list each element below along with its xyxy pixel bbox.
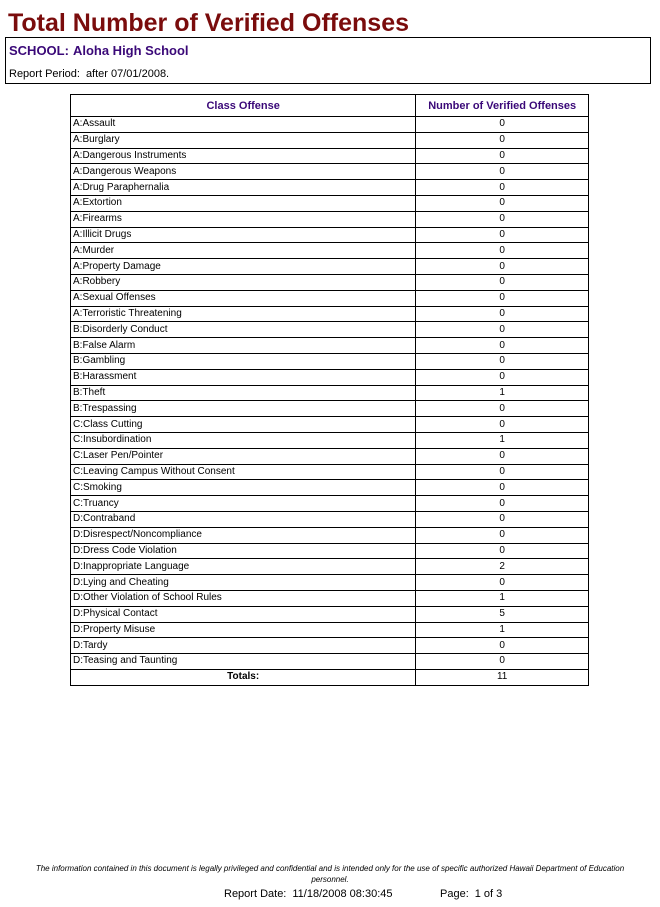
offense-count-cell: 0 — [416, 654, 589, 670]
offense-name-cell: A:Murder — [71, 243, 416, 259]
offense-name-cell: A:Firearms — [71, 211, 416, 227]
offense-name-cell: B:Gambling — [71, 353, 416, 369]
offense-table — [70, 94, 589, 686]
report-title: Total Number of Verified Offenses — [8, 9, 410, 37]
offense-name-cell: B:Trespassing — [71, 401, 416, 417]
page-value: 1 of 3 — [474, 888, 503, 900]
offense-count-cell: 0 — [416, 401, 589, 417]
table-row — [71, 606, 589, 622]
offense-count-cell: 0 — [416, 290, 589, 306]
offense-count-cell: 0 — [416, 211, 589, 227]
offense-name-cell: D:Other Violation of School Rules — [71, 590, 416, 606]
offense-name-cell: D:Inappropriate Language — [71, 559, 416, 575]
offense-name-cell: A:Robbery — [71, 274, 416, 290]
table-row — [71, 369, 589, 385]
table-row — [71, 322, 589, 338]
report-date-label: Report Date: — [224, 888, 287, 900]
offense-count-cell: 0 — [416, 243, 589, 259]
report-date-value: 11/18/2008 08:30:45 — [292, 888, 393, 900]
table-row — [71, 622, 589, 638]
offense-name-cell: C:Leaving Campus Without Consent — [71, 464, 416, 480]
offense-count-cell: 0 — [416, 259, 589, 275]
offense-name-cell: A:Dangerous Instruments — [71, 148, 416, 164]
table-row — [71, 575, 589, 591]
offense-count-cell: 0 — [416, 575, 589, 591]
offense-name-cell: B:Harassment — [71, 369, 416, 385]
table-row — [71, 638, 589, 654]
offense-name-cell: A:Dangerous Weapons — [71, 164, 416, 180]
table-row — [71, 243, 589, 259]
offense-count-cell: 0 — [416, 306, 589, 322]
table-row — [71, 211, 589, 227]
offense-count-cell: 5 — [416, 606, 589, 622]
offense-table-body — [71, 117, 589, 686]
table-row — [71, 132, 589, 148]
offense-count-cell: 1 — [416, 385, 589, 401]
offense-name-cell: C:Class Cutting — [71, 417, 416, 433]
offense-name-cell: D:Tardy — [71, 638, 416, 654]
offense-name-cell: D:Property Misuse — [71, 622, 416, 638]
totals-value: 11 — [416, 669, 589, 685]
offense-name-cell: D:Disrespect/Noncompliance — [71, 527, 416, 543]
table-row — [71, 432, 589, 448]
offense-name-cell: A:Assault — [71, 117, 416, 133]
offense-name-cell: D:Contraband — [71, 511, 416, 527]
table-row — [71, 148, 589, 164]
table-row — [71, 527, 589, 543]
table-row — [71, 338, 589, 354]
table-row — [71, 480, 589, 496]
report-period-value: after 07/01/2008. — [85, 68, 170, 80]
offense-count-cell: 0 — [416, 496, 589, 512]
offense-name-cell: B:False Alarm — [71, 338, 416, 354]
offense-name-cell: D:Lying and Cheating — [71, 575, 416, 591]
confidentiality-disclaimer: The information contained in this document is legally privileged and confidential and is intended only for the use of specific authorized Hawaii Department of Education personnel. — [35, 864, 625, 884]
table-row — [71, 417, 589, 433]
table-row — [71, 306, 589, 322]
offense-count-cell: 0 — [416, 511, 589, 527]
offense-name-cell: A:Illicit Drugs — [71, 227, 416, 243]
table-row — [71, 448, 589, 464]
offense-count-cell: 0 — [416, 480, 589, 496]
table-row — [71, 401, 589, 417]
report-period-label: Report Period: — [9, 68, 80, 80]
offense-count-cell: 0 — [416, 322, 589, 338]
table-row — [71, 164, 589, 180]
offense-count-cell: 0 — [416, 338, 589, 354]
table-row — [71, 590, 589, 606]
offense-count-cell: 0 — [416, 527, 589, 543]
offense-count-cell: 0 — [416, 417, 589, 433]
offense-name-cell: D:Dress Code Violation — [71, 543, 416, 559]
table-row — [71, 385, 589, 401]
offense-count-cell: 0 — [416, 180, 589, 196]
report-info-box — [5, 37, 651, 84]
table-row — [71, 496, 589, 512]
table-row — [71, 227, 589, 243]
offense-count-cell: 0 — [416, 132, 589, 148]
report-period-line — [9, 68, 169, 80]
offense-count-cell: 0 — [416, 164, 589, 180]
table-row — [71, 511, 589, 527]
page-indicator — [440, 888, 502, 900]
offense-count-cell: 0 — [416, 227, 589, 243]
totals-row — [71, 669, 589, 685]
table-row — [71, 259, 589, 275]
offense-name-cell: A:Property Damage — [71, 259, 416, 275]
offense-count-cell: 0 — [416, 148, 589, 164]
offense-name-cell: A:Terroristic Threatening — [71, 306, 416, 322]
offense-count-cell: 2 — [416, 559, 589, 575]
offense-name-cell: C:Smoking — [71, 480, 416, 496]
offense-count-cell: 0 — [416, 117, 589, 133]
page-label: Page: — [440, 888, 469, 900]
report-date — [224, 888, 393, 900]
offense-name-cell: B:Disorderly Conduct — [71, 322, 416, 338]
offense-count-cell: 1 — [416, 590, 589, 606]
table-row — [71, 290, 589, 306]
table-row — [71, 353, 589, 369]
offense-name-cell: A:Extortion — [71, 195, 416, 211]
offense-count-cell: 0 — [416, 195, 589, 211]
offense-count-cell: 0 — [416, 638, 589, 654]
table-row — [71, 654, 589, 670]
offense-name-cell: D:Physical Contact — [71, 606, 416, 622]
offense-name-cell: C:Truancy — [71, 496, 416, 512]
school-line — [9, 43, 189, 58]
totals-label: Totals: — [71, 669, 416, 685]
offense-name-cell: A:Sexual Offenses — [71, 290, 416, 306]
offense-name-cell: C:Insubordination — [71, 432, 416, 448]
table-row — [71, 180, 589, 196]
offense-name-cell: A:Burglary — [71, 132, 416, 148]
offense-count-cell: 1 — [416, 432, 589, 448]
table-row — [71, 195, 589, 211]
offense-count-cell: 1 — [416, 622, 589, 638]
table-row — [71, 559, 589, 575]
offense-count-cell: 0 — [416, 448, 589, 464]
table-row — [71, 117, 589, 133]
school-label: SCHOOL: — [9, 43, 69, 58]
table-row — [71, 274, 589, 290]
table-row — [71, 543, 589, 559]
offense-name-cell: C:Laser Pen/Pointer — [71, 448, 416, 464]
table-row — [71, 464, 589, 480]
offense-count-cell: 0 — [416, 369, 589, 385]
school-name: Aloha High School — [72, 43, 189, 58]
offense-count-cell: 0 — [416, 274, 589, 290]
offense-name-cell: B:Theft — [71, 385, 416, 401]
offense-count-cell: 0 — [416, 543, 589, 559]
header-class-offense: Class Offense — [71, 95, 416, 117]
offense-name-cell: A:Drug Paraphernalia — [71, 180, 416, 196]
offense-name-cell: D:Teasing and Taunting — [71, 654, 416, 670]
offense-count-cell: 0 — [416, 464, 589, 480]
offense-count-cell: 0 — [416, 353, 589, 369]
table-header-row — [71, 95, 589, 117]
header-verified-offenses: Number of Verified Offenses — [416, 95, 589, 117]
